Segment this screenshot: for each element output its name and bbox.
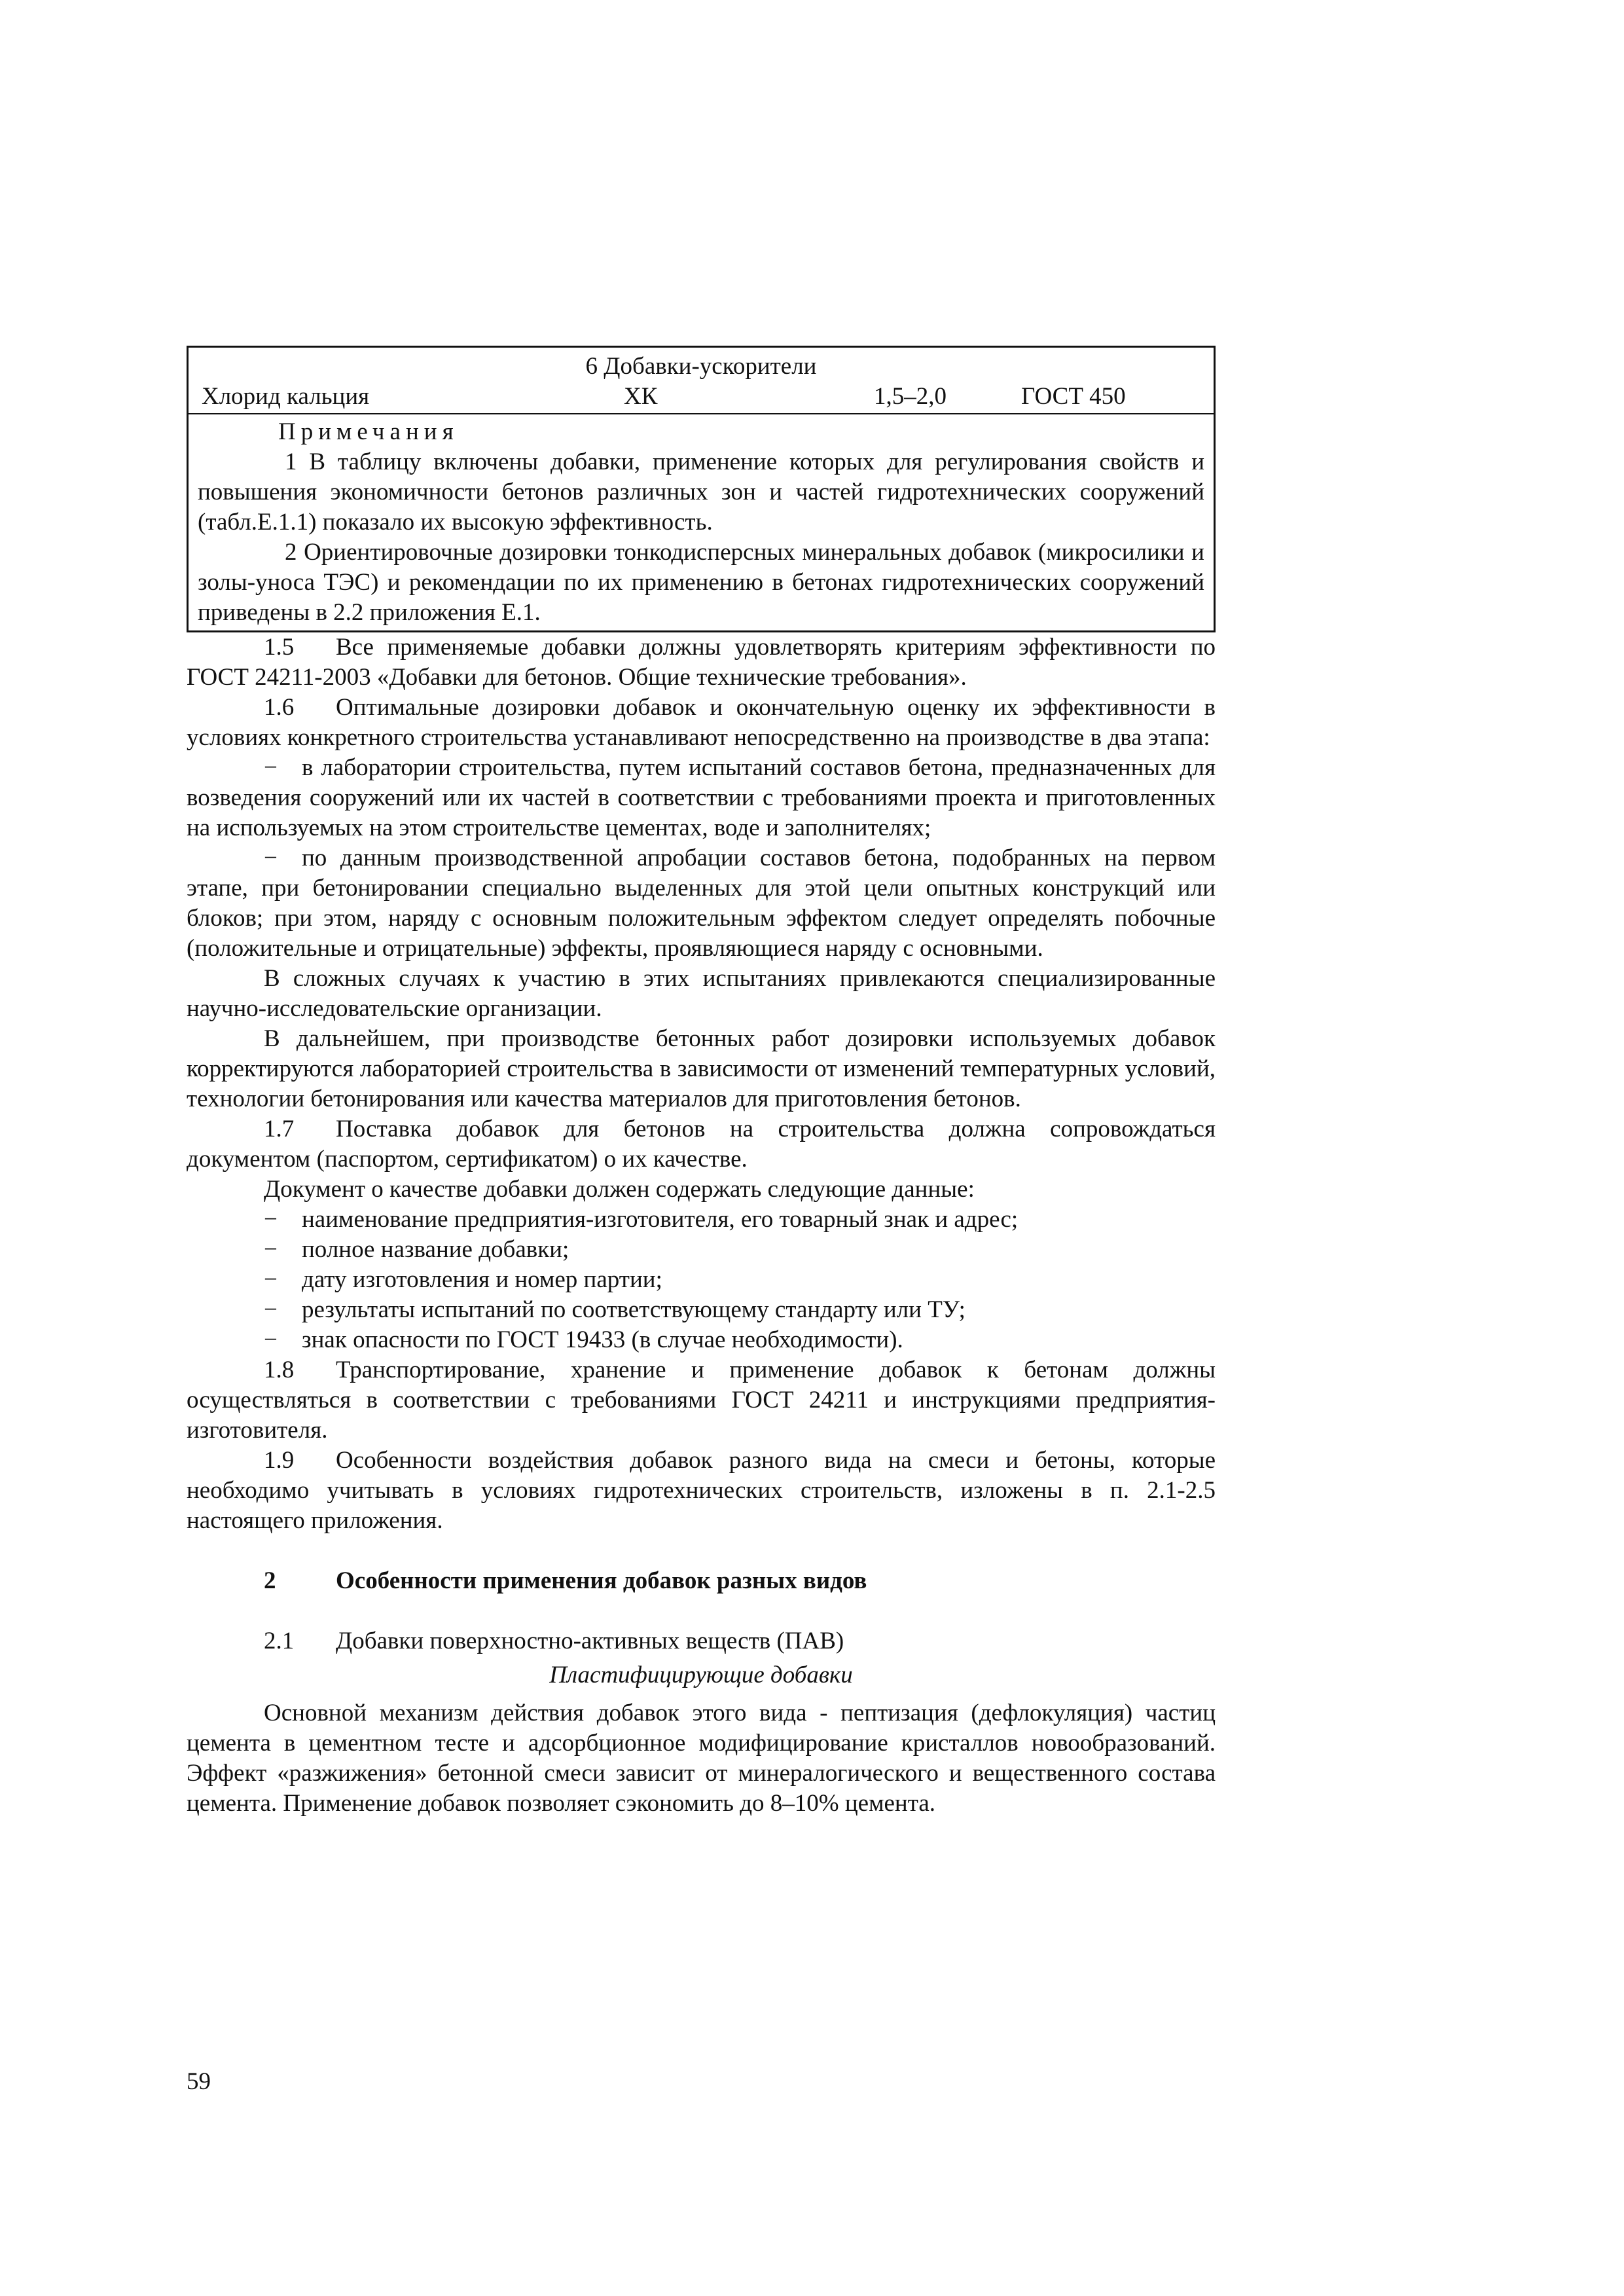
clause-1-5: [187, 632, 1216, 693]
doc-item: [187, 1325, 1216, 1355]
clause-number: 1.9: [264, 1447, 295, 1474]
table-cell-standard: ГОСТ 450: [1021, 383, 1126, 410]
doc-item-text: результаты испытаний по соответствующему стандарту или ТУ;: [302, 1296, 965, 1323]
clause-number: 1.5: [264, 634, 295, 661]
note-2: 2 Ориентировочные дозировки тонкодисперсных минеральных добавок (микросилики и золы-уноса ТЭС) и рекомендации по их применению в бетонах гидротехнических сооружений приведены в 2.2 приложения Е.1.: [198, 539, 1204, 626]
paragraph-complex-cases: В сложных случаях к участию в этих испытаниях привлекаются специализированные научно-исследовательские организации.: [187, 965, 1216, 1022]
clause-text: Оптимальные дозировки добавок и окончательную оценку их эффективности в условиях конкретного строительства устанавливают непосредственно на производстве в два этапа:: [187, 694, 1216, 751]
clause-1-6: [187, 693, 1216, 753]
list-dash: −: [264, 754, 278, 781]
doc-item-text: знак опасности по ГОСТ 19433 (в случае необходимости).: [302, 1326, 903, 1353]
paragraph-mechanism: Основной механизм действия добавок этого вида - пептизация (дефлокуляция) частиц цемента в цементном тесте и адсорбционное модифицирование кристаллов новообразований. Эффект «разжижения» бетонной смеси зависит от минералогического и вещественного состава цемента. Применение добавок позволяет сэкономить до 8–10% цемента.: [187, 1700, 1216, 1817]
clause-1-8: [187, 1355, 1216, 1446]
list-dash: −: [264, 1266, 278, 1293]
body-text: [187, 632, 1216, 1819]
clause-text: Все применяемые добавки должны удовлетворять критериям эффективности по ГОСТ 24211-2003 «Добавки для бетонов. Общие технические требования».: [187, 634, 1216, 691]
subsection-title: Добавки поверхностно-активных веществ (ПАВ): [336, 1628, 844, 1654]
paragraph-document: Документ о качестве добавки должен содержать следующие данные:: [264, 1176, 975, 1203]
stage-item-2: [187, 843, 1216, 964]
table-cell-abbreviation: ХК: [624, 383, 658, 410]
subsection-heading-2-1: [187, 1626, 1216, 1656]
table-cell-name: Хлорид кальция: [202, 383, 370, 410]
clause-number: 1.8: [264, 1357, 295, 1383]
notes-title: Примечания: [278, 418, 459, 445]
list-dash: −: [264, 1296, 278, 1323]
page-content: [187, 346, 1216, 1819]
table-cell-dosage: 1,5–2,0: [874, 383, 947, 410]
stage-text: в лаборатории строительства, путем испытаний составов бетона, предназначенных для возведения сооружений или их частей в соответствии с требованиями проекта и приготовленных на используемых на этом строительстве цементах, воде и заполнителях;: [187, 754, 1216, 841]
section-number: 2: [264, 1567, 276, 1594]
doc-item-text: дату изготовления и номер партии;: [302, 1266, 662, 1293]
stage-item-1: [187, 753, 1216, 843]
paragraph-further: В дальнейшем, при производстве бетонных работ дозировки используемых добавок корректируются лабораторией строительства в зависимости от изменений температурных условий, технологии бетонирования или качества материалов для приготовления бетонов.: [187, 1025, 1216, 1112]
list-dash: −: [264, 1206, 278, 1233]
subsection-number: 2.1: [264, 1628, 295, 1654]
stage-text: по данным производственной апробации составов бетона, подобранных на первом этапе, при бетонировании специально выделенных для этой цели опытных конструкций или блоков; при этом, наряду с основным положительным эффектом следует определять побочные (положительные и отрицательные) эффекты, проявляющиеся наряду с основными.: [187, 845, 1216, 962]
doc-item: [187, 1295, 1216, 1325]
doc-item-text: полное название добавки;: [302, 1236, 569, 1263]
doc-item: [187, 1235, 1216, 1265]
list-dash: −: [264, 1236, 278, 1263]
table-group-title: 6 Добавки-ускорители: [585, 353, 817, 380]
clause-1-7: [187, 1114, 1216, 1175]
clause-number: 1.6: [264, 694, 295, 721]
table-notes: [189, 413, 1214, 630]
doc-item: [187, 1265, 1216, 1295]
additives-table-fragment: [187, 346, 1216, 632]
table-body: [189, 348, 1214, 413]
list-dash: −: [264, 1326, 278, 1353]
doc-item-text: наименование предприятия-изготовителя, его товарный знак и адрес;: [302, 1206, 1019, 1233]
section-heading-2: [187, 1566, 1216, 1596]
note-1: 1 В таблицу включены добавки, применение которых для регулирования свойств и повышения экономичности бетонов различных зон и частей гидротехнических сооружений (табл.Е.1.1) показало их высокую эффективность.: [198, 448, 1204, 536]
doc-item: [187, 1205, 1216, 1235]
section-title: Особенности применения добавок разных видов: [336, 1567, 867, 1594]
italic-heading: Пластифицирующие добавки: [549, 1662, 853, 1688]
clause-1-9: [187, 1446, 1216, 1536]
clause-text: Транспортирование, хранение и применение добавок к бетонам должны осуществляться в соответствии с требованиями ГОСТ 24211 и инструкциями предприятия-изготовителя.: [187, 1357, 1216, 1444]
list-dash: −: [264, 845, 278, 871]
clause-text: Поставка добавок для бетонов на строительства должна сопровождаться документом (паспортом, сертификатом) о их качестве.: [187, 1116, 1216, 1173]
clause-text: Особенности воздействия добавок разного вида на смеси и бетоны, которые необходимо учитывать в условиях гидротехнических строительств, изложены в п. 2.1-2.5 настоящего приложения.: [187, 1447, 1216, 1534]
clause-number: 1.7: [264, 1116, 295, 1142]
page-number: 59: [187, 2068, 211, 2095]
